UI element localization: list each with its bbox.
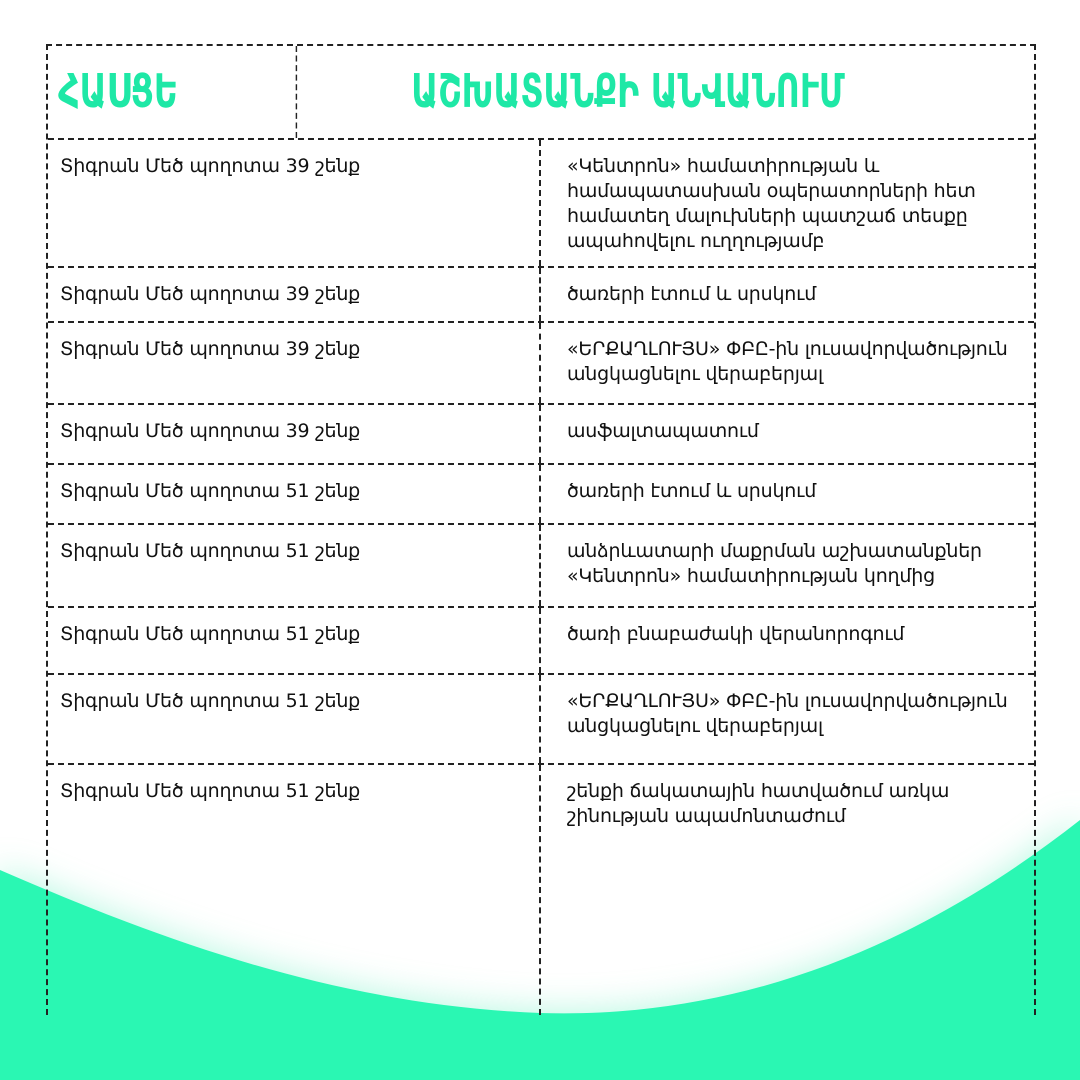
address-cell: Տիգրան Մեծ պողոտա 39 շենք [48, 405, 541, 463]
address-cell: Տիգրան Մեծ պողոտա 39 շենք [48, 140, 541, 266]
table-row [48, 608, 1034, 675]
table-row [48, 675, 1034, 765]
table-row [48, 525, 1034, 608]
work-cell: ծառերի էտում և սրսկում [567, 480, 817, 502]
address-cell: Տիգրան Մեծ պողոտա 51 շենք [48, 675, 541, 763]
address-cell: Տիգրան Մեծ պողոտա 51 շենք [48, 608, 541, 673]
table-row [48, 405, 1034, 465]
table-header-row [48, 46, 1034, 140]
table-row [48, 140, 1034, 268]
work-cell: «ԵՐՔԱՂԼՈՒՅՍ» ՓԲԸ-ին լուսավորվածություն անցկացնելու վերաբերյալ [567, 690, 1008, 737]
address-cell: Տիգրան Մեծ պողոտա 51 շենք [48, 525, 541, 606]
address-cell: Տիգրան Մեծ պողոտա 51 շենք [48, 465, 541, 523]
work-cell: ծառի բնաբաժակի վերանորոգում [567, 623, 905, 645]
address-cell: Տիգրան Մեծ պողոտա 51 շենք [48, 765, 541, 1015]
table-row [48, 268, 1034, 323]
table-row [48, 465, 1034, 525]
work-cell: անձրևատարի մաքրման աշխատանքներ «Կենտրոն» համատիրության կողմից [567, 540, 982, 587]
address-cell: Տիգրան Մեծ պողոտա 39 շենք [48, 323, 541, 403]
works-table [46, 44, 1036, 1015]
address-cell: Տիգրան Մեծ պողոտա 39 շենք [48, 268, 541, 321]
work-cell: «Կենտրոն» համատիրության և համապատասխան օպերատորների հետ համատեղ մալուխների պատշաճ տեսքը ապահովելու ուղղությամբ [567, 155, 976, 252]
work-cell: ասֆալտապատում [567, 420, 759, 442]
address-column-header: ՀԱՍՑԵ [48, 46, 297, 138]
table-row [48, 765, 1034, 1015]
work-cell: ծառերի էտում և սրսկում [567, 283, 817, 305]
work-cell: «ԵՐՔԱՂԼՈՒՅՍ» ՓԲԸ-ին լուսավորվածություն անցկացնելու վերաբերյալ [567, 338, 1008, 385]
table-row [48, 323, 1034, 405]
work-column-header: ԱՇԽԱՏԱՆՔԻ ԱՆՎԱՆՈՒՄ [411, 64, 845, 118]
work-cell: շենքի ճակատային հատվածում առկա շինության ապամոնտաժում [567, 780, 950, 827]
